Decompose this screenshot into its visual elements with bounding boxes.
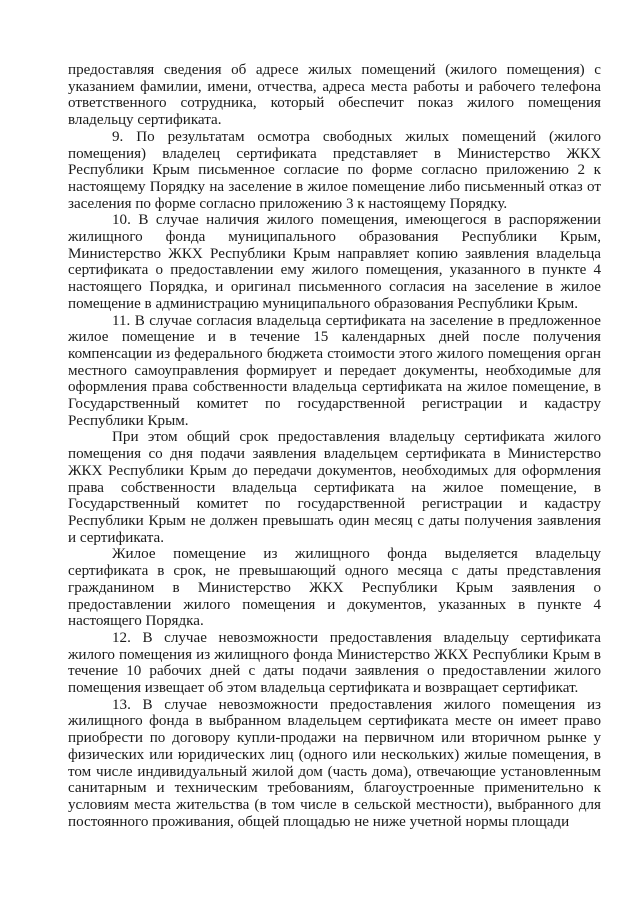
document-page — [68, 62, 601, 830]
paragraph-item-10: 10. В случае наличия жилого помещения, имеющегося в распоряжении жилищного фонда муниципального образования Республики Крым, Министерство ЖКХ Республики Крым направляет копию заявления владельца сертификата о предоставлении ему жилого помещения, указанного в пункте 4 настоящего Порядка, и оригинал письменного согласия на заселение в жилое помещение в администрацию муниципального образования Республики Крым. — [68, 212, 601, 312]
paragraph-item-9: 9. По результатам осмотра свободных жилых помещений (жилого помещения) владелец сертификата представляет в Министерство ЖКХ Республики Крым письменное согласие по форме согласно приложению 2 к настоящему Порядку на заселение в жилое помещение либо письменный отказ от заселения по форме согласно приложению 3 к настоящему Порядку. — [68, 128, 601, 212]
paragraph-term-period: При этом общий срок предоставления владельцу сертификата жилого помещения со дня подачи заявления владельцем сертификата в Министерство ЖКХ Республики Крым до передачи документов, необходимых для оформления права собственности владельца сертификата на жилое помещение, в Государственный комитет по государственной регистрации и кадастру Республики Крым не должен превышать один месяц с даты получения заявления и сертификата. — [68, 429, 601, 546]
paragraph-continuation: предоставляя сведения об адресе жилых помещений (жилого помещения) с указанием фамилии, имени, отчества, адреса места работы и рабочего телефона ответственного сотрудника, который обеспечит показ жилого помещения владельцу сертификата. — [68, 62, 601, 129]
paragraph-allocation-deadline: Жилое помещение из жилищного фонда выделяется владельцу сертификата в срок, не превышающий одного месяца с даты представления гражданином в Министерство ЖКХ Республики Крым заявления о предоставлении жилого помещения и документов, указанных в пункте 4 настоящего Порядка. — [68, 546, 601, 630]
paragraph-item-12: 12. В случае невозможности предоставления владельцу сертификата жилого помещения из жилищного фонда Министерство ЖКХ Республики Крым в течение 10 рабочих дней с даты подачи заявления о предоставлении жилого помещения извещает об этом владельца сертификата и возвращает сертификат. — [68, 629, 601, 697]
paragraph-item-11: 11. В случае согласия владельца сертификата на заселение в предложенное жилое помещение и в течение 15 календарных дней после получения компенсации из федерального бюджета стоимости этого жилого помещения орган местного самоуправления формирует и передает документы, необходимые для оформления права собственности владельца сертификата на жилое помещение, в Государственный комитет по государственной регистрации и кадастру Республики Крым. — [68, 312, 601, 429]
paragraph-item-13: 13. В случае невозможности предоставления жилого помещения из жилищного фонда в выбранном владельцем сертификата месте он имеет право приобрести по договору купли-продажи на первичном или вторичном рынке у физических или юридических лиц (одного или нескольких) жилые помещения, в том числе индивидуальный жилой дом (часть дома), отвечающие установленным санитарным и техническим требованиям, благоустроенные применительно к условиям места жительства (в том числе в сельской местности), выбранного для постоянного проживания, общей площадью не ниже учетной нормы площади — [68, 696, 601, 830]
